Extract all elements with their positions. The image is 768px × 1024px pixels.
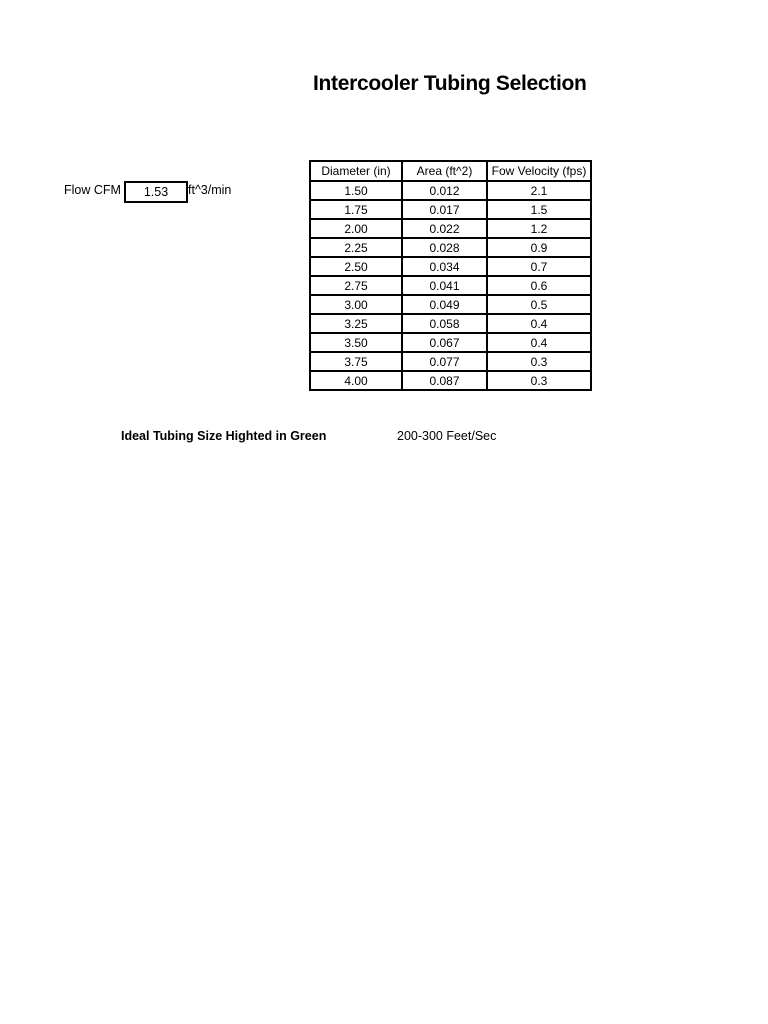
table-row	[310, 238, 591, 257]
cell-area[interactable]: 0.028	[402, 238, 487, 257]
cell-area[interactable]: 0.041	[402, 276, 487, 295]
flow-cfm-unit: ft^3/min	[188, 183, 232, 197]
cell-velocity[interactable]: 1.2	[487, 219, 591, 238]
page-title: Intercooler Tubing Selection	[313, 72, 587, 95]
cell-diameter[interactable]: 2.50	[310, 257, 402, 276]
cell-area[interactable]: 0.049	[402, 295, 487, 314]
table-row	[310, 276, 591, 295]
cell-diameter[interactable]: 3.75	[310, 352, 402, 371]
tubing-table	[309, 160, 592, 391]
table-row	[310, 295, 591, 314]
flow-cfm-label: Flow CFM	[64, 183, 121, 197]
cell-diameter[interactable]: 1.75	[310, 200, 402, 219]
cell-area[interactable]: 0.012	[402, 181, 487, 200]
table-row	[310, 181, 591, 200]
table-row	[310, 219, 591, 238]
cell-velocity[interactable]: 0.3	[487, 371, 591, 390]
header-velocity: Fow Velocity (fps)	[487, 161, 591, 181]
header-area: Area (ft^2)	[402, 161, 487, 181]
cell-velocity[interactable]: 0.4	[487, 314, 591, 333]
table-row	[310, 352, 591, 371]
cell-diameter[interactable]: 4.00	[310, 371, 402, 390]
cell-velocity[interactable]: 0.9	[487, 238, 591, 257]
cell-area[interactable]: 0.058	[402, 314, 487, 333]
cell-velocity[interactable]: 2.1	[487, 181, 591, 200]
table-header-row	[310, 161, 591, 181]
cell-diameter[interactable]: 3.00	[310, 295, 402, 314]
cell-diameter[interactable]: 1.50	[310, 181, 402, 200]
header-diameter: Diameter (in)	[310, 161, 402, 181]
cell-area[interactable]: 0.022	[402, 219, 487, 238]
cell-diameter[interactable]: 3.50	[310, 333, 402, 352]
cell-diameter[interactable]: 2.75	[310, 276, 402, 295]
cell-velocity[interactable]: 0.5	[487, 295, 591, 314]
cell-velocity[interactable]: 0.3	[487, 352, 591, 371]
table-row	[310, 333, 591, 352]
cell-area[interactable]: 0.034	[402, 257, 487, 276]
cell-velocity[interactable]: 1.5	[487, 200, 591, 219]
cell-diameter[interactable]: 3.25	[310, 314, 402, 333]
velocity-range: 200-300 Feet/Sec	[397, 429, 497, 443]
table-row	[310, 371, 591, 390]
cell-area[interactable]: 0.077	[402, 352, 487, 371]
cell-velocity[interactable]: 0.7	[487, 257, 591, 276]
cell-area[interactable]: 0.067	[402, 333, 487, 352]
cell-diameter[interactable]: 2.25	[310, 238, 402, 257]
cell-area[interactable]: 0.087	[402, 371, 487, 390]
ideal-size-note: Ideal Tubing Size Highted in Green	[121, 429, 327, 443]
cell-velocity[interactable]: 0.4	[487, 333, 591, 352]
table-row	[310, 257, 591, 276]
cell-velocity[interactable]: 0.6	[487, 276, 591, 295]
cell-diameter[interactable]: 2.00	[310, 219, 402, 238]
flow-cfm-input[interactable]: 1.53	[124, 181, 188, 203]
cell-area[interactable]: 0.017	[402, 200, 487, 219]
table-row	[310, 314, 591, 333]
table-row	[310, 200, 591, 219]
